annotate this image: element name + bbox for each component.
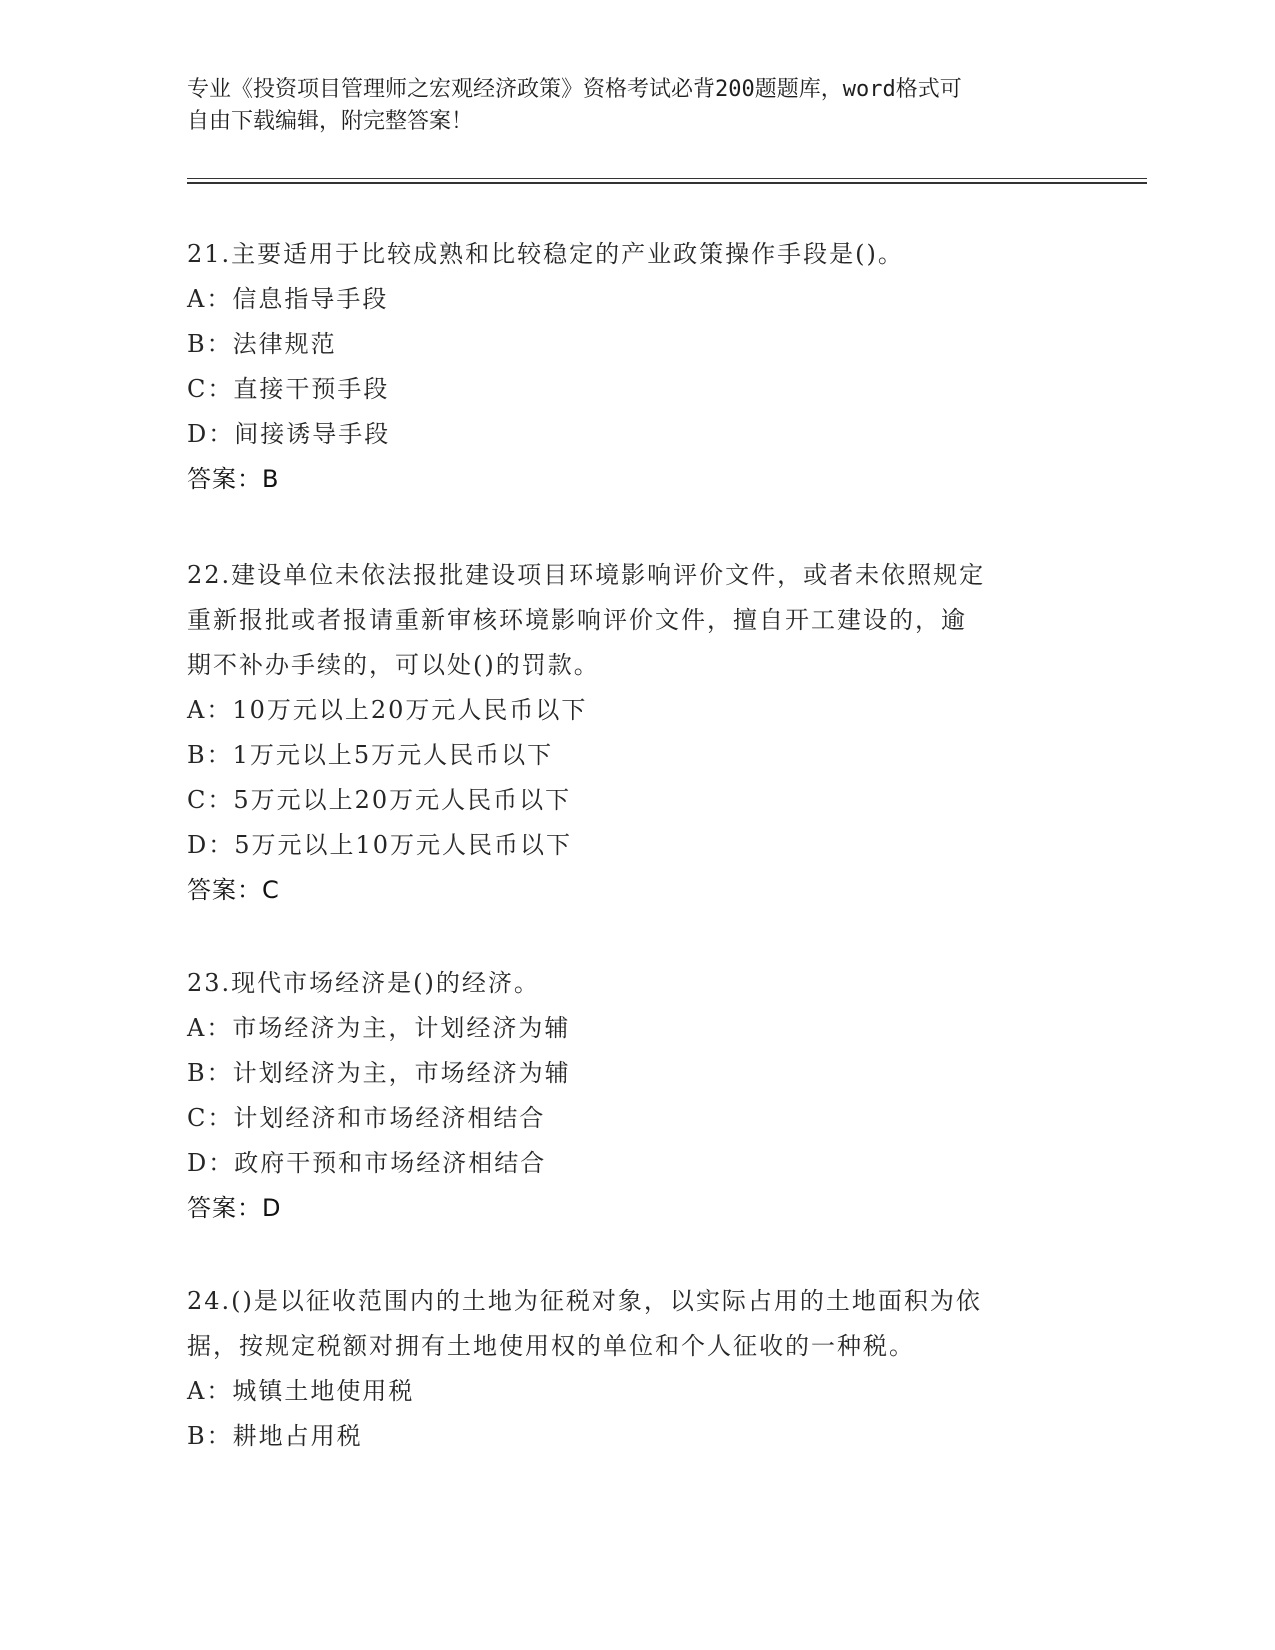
option-b: B：计划经济为主，市场经济为辅 xyxy=(187,1059,571,1087)
option-b: B：耕地占用税 xyxy=(187,1422,363,1450)
header-divider-top xyxy=(187,178,1147,179)
option-a: A：10万元以上20万元人民币以下 xyxy=(187,696,588,724)
option-a: A：城镇土地使用税 xyxy=(187,1377,415,1405)
header-divider-bottom xyxy=(187,182,1147,184)
option-c: C：计划经济和市场经济相结合 xyxy=(187,1104,546,1132)
option-a: A：市场经济为主，计划经济为辅 xyxy=(187,1014,571,1042)
option-c: C：5万元以上20万元人民币以下 xyxy=(187,786,572,814)
option-d: D：5万元以上10万元人民币以下 xyxy=(187,831,573,859)
question-text-line-1: 24.()是以征收范围内的土地为征税对象，以实际占用的土地面积为依 xyxy=(187,1287,982,1315)
header-line-1: 专业《投资项目管理师之宏观经济政策》资格考试必背200题题库，word格式可 xyxy=(187,77,962,102)
option-d: D：间接诱导手段 xyxy=(187,420,391,448)
answer-label: 答案：D xyxy=(187,1194,282,1222)
option-d: D：政府干预和市场经济相结合 xyxy=(187,1149,547,1177)
answer-label: 答案：C xyxy=(187,876,280,904)
question-24 xyxy=(187,1279,1087,1459)
question-22 xyxy=(187,553,1087,913)
question-text: 23.现代市场经济是()的经济。 xyxy=(187,969,540,997)
header-line-2: 自由下载编辑，附完整答案！ xyxy=(187,109,474,134)
question-text: 21.主要适用于比较成熟和比较稳定的产业政策操作手段是()。 xyxy=(187,240,904,268)
option-a: A：信息指导手段 xyxy=(187,285,389,313)
option-c: C：直接干预手段 xyxy=(187,375,390,403)
answer-label: 答案：B xyxy=(187,465,280,493)
question-text-line-3: 期不补办手续的，可以处()的罚款。 xyxy=(187,651,600,679)
question-text-line-2: 据，按规定税额对拥有土地使用权的单位和个人征收的一种税。 xyxy=(187,1332,915,1360)
question-21 xyxy=(187,232,1087,502)
question-text-line-2: 重新报批或者报请重新审核环境影响评价文件，擅自开工建设的，逾 xyxy=(187,606,967,634)
question-text-line-1: 22.建设单位未依法报批建设项目环境影响评价文件，或者未依照规定 xyxy=(187,561,986,589)
question-23 xyxy=(187,961,1087,1231)
document-header xyxy=(187,74,1087,138)
option-b: B：1万元以上5万元人民币以下 xyxy=(187,741,554,769)
option-b: B：法律规范 xyxy=(187,330,337,358)
